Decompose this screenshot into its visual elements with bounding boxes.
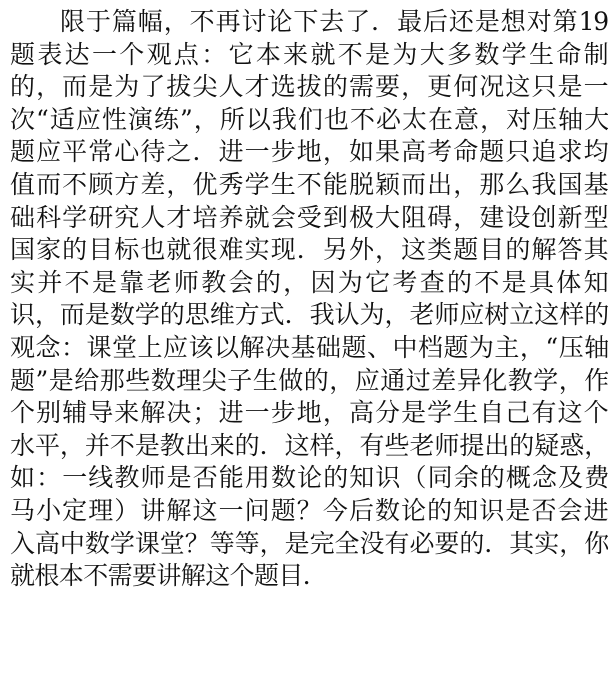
text-line: 入高中数学课堂？等等，是完全没有必要的．其实，你 bbox=[10, 528, 608, 558]
text-line: 限于篇幅，不再讨论下去了．最后还是想对第19 bbox=[60, 7, 608, 36]
text-line: 题表达一个观点：它本来就不是为大多数学生命制 bbox=[10, 39, 608, 69]
text-line: 就根本不需要讲解这个题目． bbox=[10, 561, 328, 591]
text-line: 如：一线教师是否能用数论的知识（同余的概念及费 bbox=[10, 463, 608, 493]
text-line: 础科学研究人才培养就会受到极大阻碍，建设创新型 bbox=[10, 202, 608, 232]
text-line: 马小定理）讲解这一问题？今后数论的知识是否会进 bbox=[10, 495, 608, 525]
text-line: 识，而是数学的思维方式．我认为，老师应树立这样的 bbox=[10, 300, 608, 330]
text-line: 值而不顾方差，优秀学生不能脱颖而出，那么我国基 bbox=[10, 169, 608, 199]
body-paragraph bbox=[10, 6, 608, 593]
text-line: 个别辅导来解决；进一步地，高分是学生自己有这个 bbox=[10, 398, 608, 428]
text-line: 实并不是靠老师教会的，因为它考查的不是具体知 bbox=[10, 267, 608, 297]
text-line: 国家的目标也就很难实现．另外，这类题目的解答其 bbox=[10, 235, 608, 265]
text-line: 题应平常心待之．进一步地，如果高考命题只追求均 bbox=[10, 137, 608, 167]
text-line: 水平，并不是教出来的．这样，有些老师提出的疑惑， bbox=[10, 430, 608, 460]
text-line: 的，而是为了拔尖人才选拔的需要，更何况这只是一 bbox=[10, 72, 608, 102]
text-line: 观念：课堂上应该以解决基础题、中档题为主，“压轴 bbox=[10, 332, 608, 362]
text-line: 题”是给那些数理尖子生做的，应通过差异化教学，作 bbox=[10, 365, 608, 395]
text-line: 次“适应性演练”，所以我们也不必太在意，对压轴大 bbox=[10, 104, 608, 134]
